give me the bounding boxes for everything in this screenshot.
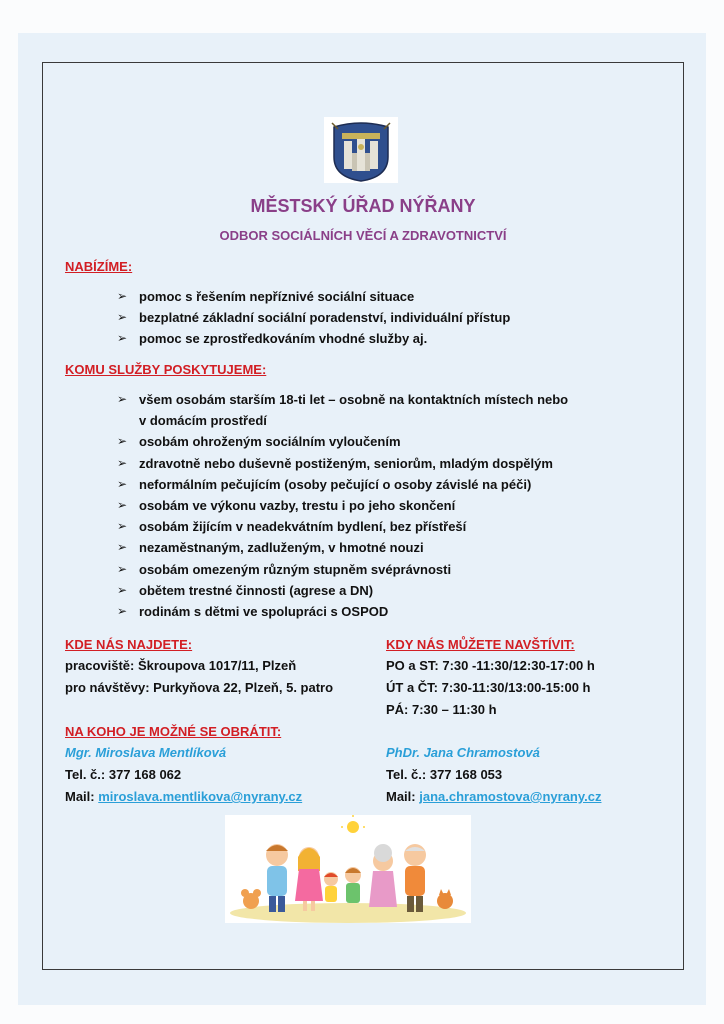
department-subtitle: ODBOR SOCIÁLNÍCH VĚCÍ A ZDRAVOTNICTVÍ (219, 228, 507, 243)
list-item: ➢ osobám omezeným různým stupněm svéprávnosti (117, 559, 568, 580)
phone-number: 377 168 053 (429, 767, 503, 782)
email-link[interactable]: miroslava.mentlikova@nyrany.cz (98, 789, 303, 804)
phone-label: Tel. č.: (386, 767, 427, 782)
contacts-heading: NA KOHO JE MOŽNÉ SE OBRÁTIT: (65, 724, 282, 739)
location-heading: KDE NÁS NAJDETE: (65, 637, 193, 652)
contact-mail (65, 789, 302, 804)
family-illustration (225, 815, 471, 923)
page-title: MĚSTSKÝ ÚŘAD NÝŘANY (250, 196, 476, 216)
list-item: ➢ obětem trestné činnosti (agrese a DN) (117, 580, 568, 601)
mail-label: Mail: (386, 789, 416, 804)
town-crest-logo (324, 117, 398, 183)
list-item: ➢ nezaměstnaným, zadluženým, v hmotné nouzi (117, 537, 568, 558)
offer-heading: NABÍZÍME: (65, 259, 133, 274)
contact-phone (65, 767, 181, 782)
list-item: ➢ pomoc se zprostředkováním vhodné služby aj. (117, 328, 510, 349)
list-item: ➢ bezplatné základní sociální poradenství, individuální přístup (117, 307, 510, 328)
list-item-text: všem osobám starším 18-ti let – osobně na kontaktních místech nebo (139, 392, 569, 407)
mail-label: Mail: (65, 789, 95, 804)
contact-name: PhDr. Jana Chramostová (386, 745, 540, 760)
hours-heading: KDY NÁS MŮŽETE NAVŠTÍVIT: (386, 637, 575, 652)
workplace-address: pracoviště: Škroupova 1017/11, Plzeň (65, 658, 297, 673)
visit-address: pro návštěvy: Purkyňova 22, Plzeň, 5. patro (65, 680, 334, 695)
hours-line: ÚT a ČT: 7:30-11:30/13:00-15:00 h (386, 680, 591, 695)
list-item: ➢ osobám ohroženým sociálním vyloučením (117, 431, 568, 452)
phone-number: 377 168 062 (108, 767, 182, 782)
list-item (117, 389, 568, 431)
hours-line: PÁ: 7:30 – 11:30 h (386, 702, 497, 717)
list-item: ➢ osobám ve výkonu vazby, trestu i po jeho skončení (117, 495, 568, 516)
list-item-continuation: v domácím prostředí (139, 413, 267, 429)
recipients-heading: KOMU SLUŽBY POSKYTUJEME: (65, 362, 267, 377)
list-item: ➢ pomoc s řešením nepříznivé sociální situace (117, 286, 510, 307)
offer-list (117, 286, 510, 350)
list-item: ➢ zdravotně nebo duševně postiženým, seniorům, mladým dospělým (117, 453, 568, 474)
recipients-list (117, 389, 568, 622)
contact-name: Mgr. Miroslava Mentlíková (65, 745, 227, 760)
list-item: ➢ osobám žijícím v neadekvátním bydlení, bez přístřeší (117, 516, 568, 537)
hours-line: PO a ST: 7:30 -11:30/12:30-17:00 h (386, 658, 595, 673)
list-item: ➢ neformálním pečujícím (osoby pečující o osoby závislé na péči) (117, 474, 568, 495)
list-item: ➢ rodinám s dětmi ve spolupráci s OSPOD (117, 601, 568, 622)
email-link[interactable]: jana.chramostova@nyrany.cz (419, 789, 602, 804)
phone-label: Tel. č.: (65, 767, 106, 782)
contact-mail (386, 789, 601, 804)
contact-phone (386, 767, 502, 782)
